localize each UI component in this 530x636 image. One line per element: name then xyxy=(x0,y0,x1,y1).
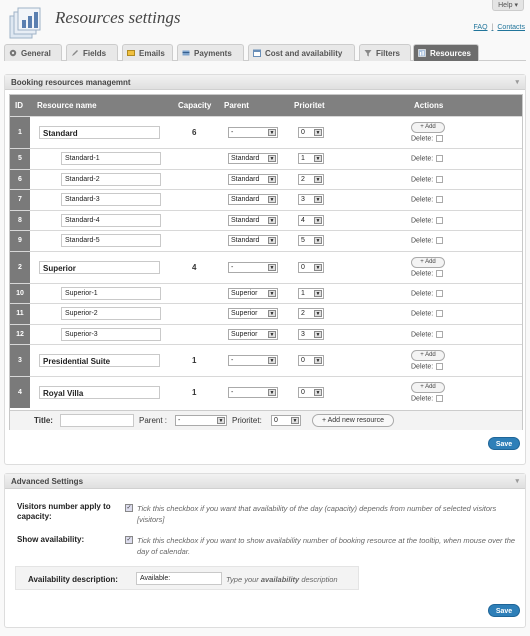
select-value: - xyxy=(231,389,234,396)
table-row xyxy=(10,344,522,376)
envelope-icon xyxy=(127,49,135,57)
tab-label: Payments xyxy=(194,48,232,58)
priority-select[interactable] xyxy=(298,262,324,273)
settings-tabs xyxy=(4,44,526,61)
chevron-down-icon: ▼ xyxy=(315,238,321,245)
select-value: 0 xyxy=(301,357,305,364)
col-priority: Prioritet xyxy=(294,101,325,110)
parent-select[interactable] xyxy=(228,153,278,164)
show-availability-label: Show availability: xyxy=(17,535,85,544)
table-row xyxy=(10,283,522,304)
calendar-icon xyxy=(253,49,261,57)
tab-label: General xyxy=(21,48,51,58)
select-value: Standard xyxy=(231,155,260,163)
chevron-down-icon: ▼ xyxy=(269,130,275,136)
parent-select[interactable] xyxy=(228,262,278,273)
capacity-value: 1 xyxy=(192,388,197,397)
delete-control xyxy=(411,237,443,244)
priority-select[interactable] xyxy=(298,235,324,246)
delete-checkbox[interactable] xyxy=(436,237,443,244)
select-value: 1 xyxy=(301,289,305,297)
select-value: Standard xyxy=(231,175,260,183)
chevron-down-icon: ▼ xyxy=(269,197,275,204)
select-value: Standard xyxy=(231,196,260,204)
parent-select[interactable] xyxy=(228,235,278,246)
chevron-down-icon: ▼ xyxy=(315,358,321,364)
priority-select[interactable] xyxy=(298,288,324,299)
col-parent: Parent xyxy=(224,101,249,110)
parent-select[interactable] xyxy=(228,355,278,366)
delete-checkbox[interactable] xyxy=(436,270,443,277)
resources-logo-icon xyxy=(8,6,46,40)
tab-label: Fields xyxy=(83,48,107,58)
delete-control xyxy=(411,290,443,297)
tab-resources[interactable] xyxy=(413,44,479,61)
table-row xyxy=(10,210,522,231)
chevron-down-icon: ▼ xyxy=(269,311,275,318)
priority-select[interactable] xyxy=(298,308,324,319)
resources-panel xyxy=(4,74,526,465)
select-value: Standard xyxy=(231,237,260,245)
delete-label: Delete: xyxy=(411,269,434,277)
new-priority-label: Prioritet: xyxy=(232,416,262,425)
new-title-label: Title: xyxy=(34,416,53,425)
chevron-down-icon: ▼ xyxy=(269,217,275,224)
row-id: 5 xyxy=(10,149,30,169)
panel-title: Booking resources managemnt xyxy=(11,78,131,87)
chevron-down-icon: ▼ xyxy=(269,238,275,245)
panel-header[interactable] xyxy=(5,75,525,90)
table-row xyxy=(10,376,522,408)
select-value: 3 xyxy=(301,330,305,338)
add-child-button[interactable]: + Add xyxy=(411,350,445,361)
chevron-down-icon: ▼ xyxy=(269,264,275,271)
select-value: - xyxy=(231,263,234,271)
resource-name-input[interactable]: Superior xyxy=(39,261,160,274)
chevron-down-icon: ▼ xyxy=(315,264,321,271)
delete-checkbox[interactable] xyxy=(436,155,443,162)
payment-icon xyxy=(182,49,190,57)
resources-table xyxy=(9,94,523,430)
availability-description-box xyxy=(15,566,359,590)
chevron-down-icon: ▼ xyxy=(315,130,321,136)
col-name: Resource name xyxy=(37,101,97,110)
chevron-down-icon: ▼ xyxy=(315,390,321,396)
delete-label: Delete: xyxy=(411,395,434,403)
chevron-down-icon: ▼ xyxy=(269,331,275,338)
tab-emails[interactable] xyxy=(122,44,173,61)
hint-text: Type your xyxy=(226,575,261,584)
delete-control xyxy=(411,176,443,183)
delete-checkbox[interactable] xyxy=(436,395,443,402)
resource-name-input[interactable]: Standard-3 xyxy=(61,193,161,206)
select-value: - xyxy=(178,417,181,424)
col-capacity: Capacity xyxy=(178,101,212,110)
table-row xyxy=(10,148,522,169)
delete-control xyxy=(411,155,443,162)
select-value: 2 xyxy=(301,175,305,183)
select-value: 0 xyxy=(301,129,305,136)
tab-cost-and-availability[interactable] xyxy=(248,44,355,61)
chevron-down-icon: ▼ xyxy=(315,290,321,297)
parent-select[interactable] xyxy=(228,387,278,398)
select-value: 0 xyxy=(274,417,278,424)
delete-checkbox[interactable] xyxy=(436,196,443,203)
capacity-value: 4 xyxy=(192,262,197,272)
parent-select[interactable] xyxy=(228,308,278,319)
hint-text: description xyxy=(299,575,338,584)
row-id: 9 xyxy=(10,231,30,251)
delete-label: Delete: xyxy=(411,196,434,204)
parent-select[interactable] xyxy=(228,127,278,138)
hint-bold: availability xyxy=(260,575,300,584)
delete-control xyxy=(411,310,443,317)
chevron-down-icon: ▼ xyxy=(218,418,224,424)
gear-icon xyxy=(9,49,17,57)
tab-label: Cost and availability xyxy=(265,48,343,58)
page-title: Resources settings xyxy=(55,8,181,27)
visitors-capacity-checkbox[interactable]: ✓ xyxy=(126,505,132,511)
resource-name-input[interactable]: Standard xyxy=(39,126,160,139)
priority-select[interactable] xyxy=(298,215,324,226)
select-value: 5 xyxy=(301,237,305,245)
delete-label: Delete: xyxy=(411,176,434,184)
delete-label: Delete: xyxy=(411,290,434,298)
parent-select[interactable] xyxy=(228,329,278,340)
show-availability-description: Tick this checkbox if you want to show availability number of booking resource at the tooltip, when mouse over the day of calendar. xyxy=(137,536,516,556)
new-priority-select[interactable] xyxy=(271,415,301,426)
tab-general[interactable] xyxy=(4,44,62,61)
capacity-value: 1 xyxy=(192,356,197,365)
pencil-icon xyxy=(71,49,79,57)
resource-name-input[interactable]: Superior-2 xyxy=(61,307,161,320)
chevron-down-icon: ▼ xyxy=(269,176,275,183)
select-value: 1 xyxy=(301,155,305,163)
select-value: 0 xyxy=(301,263,305,271)
row-id: 12 xyxy=(10,325,30,345)
help-button[interactable]: Help ▾ xyxy=(492,0,524,11)
row-id: 1 xyxy=(10,117,30,148)
resource-name-input[interactable]: Standard-4 xyxy=(61,214,161,227)
select-value: 0 xyxy=(301,389,305,396)
select-value: 4 xyxy=(301,216,305,224)
parent-select[interactable] xyxy=(228,174,278,185)
tab-label: Emails xyxy=(139,48,165,58)
chevron-down-icon: ▼ xyxy=(269,156,275,163)
delete-checkbox[interactable] xyxy=(436,217,443,224)
add-child-button[interactable]: + Add xyxy=(411,382,445,393)
delete-checkbox[interactable] xyxy=(436,310,443,317)
advanced-settings-panel xyxy=(4,473,526,628)
chevron-down-icon: ▼ xyxy=(315,217,321,224)
resource-name-input[interactable]: Superior-3 xyxy=(61,328,161,341)
availability-description-label: Availability description: xyxy=(28,575,118,584)
select-value: 2 xyxy=(301,310,305,318)
delete-control xyxy=(411,395,443,402)
select-value: Superior xyxy=(231,310,258,318)
parent-select[interactable] xyxy=(228,215,278,226)
table-row xyxy=(10,303,522,324)
row-id: 11 xyxy=(10,304,30,324)
delete-control xyxy=(411,270,443,277)
resource-name-input[interactable]: Royal Villa xyxy=(39,386,160,399)
delete-control xyxy=(411,331,443,338)
col-id: ID xyxy=(15,101,23,110)
tab-payments[interactable] xyxy=(177,44,244,61)
save-button[interactable]: Save xyxy=(488,437,520,450)
tab-fields[interactable] xyxy=(66,44,118,61)
table-row xyxy=(10,324,522,345)
delete-checkbox[interactable] xyxy=(436,176,443,183)
delete-label: Delete: xyxy=(411,310,434,318)
row-id: 2 xyxy=(10,252,30,283)
add-child-button[interactable]: + Add xyxy=(411,122,445,133)
table-row xyxy=(10,169,522,190)
delete-checkbox[interactable] xyxy=(436,331,443,338)
filter-icon xyxy=(364,49,372,57)
delete-label: Delete: xyxy=(411,237,434,245)
priority-select[interactable] xyxy=(298,127,324,138)
delete-label: Delete: xyxy=(411,331,434,339)
row-id: 8 xyxy=(10,211,30,231)
tab-label: Resources xyxy=(430,48,471,58)
new-parent-label: Parent : xyxy=(139,416,168,425)
select-value: - xyxy=(231,357,234,364)
delete-control xyxy=(411,196,443,203)
select-value: Standard xyxy=(231,216,260,224)
select-value: Superior xyxy=(231,289,258,297)
capacity-value: 6 xyxy=(192,128,197,137)
chevron-down-icon: ▼ xyxy=(315,197,321,204)
delete-label: Delete: xyxy=(411,155,434,163)
tab-filters[interactable] xyxy=(359,44,411,61)
table-header xyxy=(10,95,522,116)
select-value: - xyxy=(231,129,234,136)
parent-select[interactable] xyxy=(228,288,278,299)
table-row xyxy=(10,251,522,283)
delete-label: Delete: xyxy=(411,135,434,143)
chevron-down-icon: ▼ xyxy=(315,331,321,338)
show-availability-checkbox[interactable]: ✓ xyxy=(126,537,132,543)
select-value: 3 xyxy=(301,196,305,204)
priority-select[interactable] xyxy=(298,329,324,340)
delete-checkbox[interactable] xyxy=(436,135,443,142)
save-button[interactable]: Save xyxy=(488,604,520,617)
table-row xyxy=(10,189,522,210)
row-id: 4 xyxy=(10,377,30,408)
delete-checkbox[interactable] xyxy=(436,290,443,297)
delete-control xyxy=(411,217,443,224)
resources-icon xyxy=(418,49,426,57)
row-id: 10 xyxy=(10,284,30,304)
chevron-down-icon: ▼ xyxy=(315,176,321,183)
visitors-capacity-description: Tick this checkbox if you want that availability of the day (capacity) depends from number of selected visitors [visitors] xyxy=(137,504,497,524)
tab-label: Filters xyxy=(376,48,401,58)
priority-select[interactable] xyxy=(298,194,324,205)
chevron-down-icon: ▼ xyxy=(269,290,275,297)
row-id: 3 xyxy=(10,345,30,376)
resource-name-input[interactable]: Standard-2 xyxy=(61,173,161,186)
availability-description-hint xyxy=(226,575,338,584)
resource-name-input[interactable]: Presidential Suite xyxy=(39,354,160,367)
col-actions: Actions xyxy=(414,101,444,110)
delete-label: Delete: xyxy=(411,217,434,225)
row-id: 7 xyxy=(10,190,30,210)
chevron-down-icon: ▼ xyxy=(315,311,321,318)
availability-description-input[interactable]: Available: xyxy=(136,572,222,585)
delete-control xyxy=(411,135,443,142)
chevron-down-icon: ▼ xyxy=(269,390,275,396)
new-title-input[interactable] xyxy=(60,414,134,427)
chevron-down-icon: ▼ xyxy=(315,156,321,163)
chevron-down-icon: ▼ xyxy=(292,418,298,424)
select-value: Superior xyxy=(231,330,258,338)
panel-header[interactable] xyxy=(5,474,525,489)
delete-control xyxy=(411,363,443,370)
delete-checkbox[interactable] xyxy=(436,363,443,370)
contacts-link[interactable]: Contacts xyxy=(497,24,525,31)
priority-select[interactable] xyxy=(298,153,324,164)
add-new-resource-button[interactable]: + Add new resource xyxy=(312,414,394,427)
priority-select[interactable] xyxy=(298,174,324,185)
priority-select[interactable] xyxy=(298,387,324,398)
resource-name-input[interactable]: Standard-1 xyxy=(61,152,161,165)
faq-link[interactable]: FAQ xyxy=(473,24,488,31)
collapse-arrow-icon[interactable]: ▾ xyxy=(515,478,519,485)
delete-label: Delete: xyxy=(411,363,434,371)
parent-select[interactable] xyxy=(228,194,278,205)
table-row xyxy=(10,230,522,251)
resource-name-input[interactable]: Standard-5 xyxy=(61,234,161,247)
new-resource-row xyxy=(10,410,522,430)
add-child-button[interactable]: + Add xyxy=(411,257,445,268)
priority-select[interactable] xyxy=(298,355,324,366)
chevron-down-icon: ▼ xyxy=(269,358,275,364)
row-id: 6 xyxy=(10,170,30,190)
panel-title: Advanced Settings xyxy=(11,477,84,486)
collapse-arrow-icon[interactable]: ▾ xyxy=(515,79,519,86)
help-label: Help xyxy=(498,2,513,9)
table-row xyxy=(10,116,522,148)
new-parent-select[interactable] xyxy=(175,415,227,426)
visitors-capacity-label: Visitors number apply to capacity: xyxy=(17,502,111,521)
resource-name-input[interactable]: Superior-1 xyxy=(61,287,161,300)
